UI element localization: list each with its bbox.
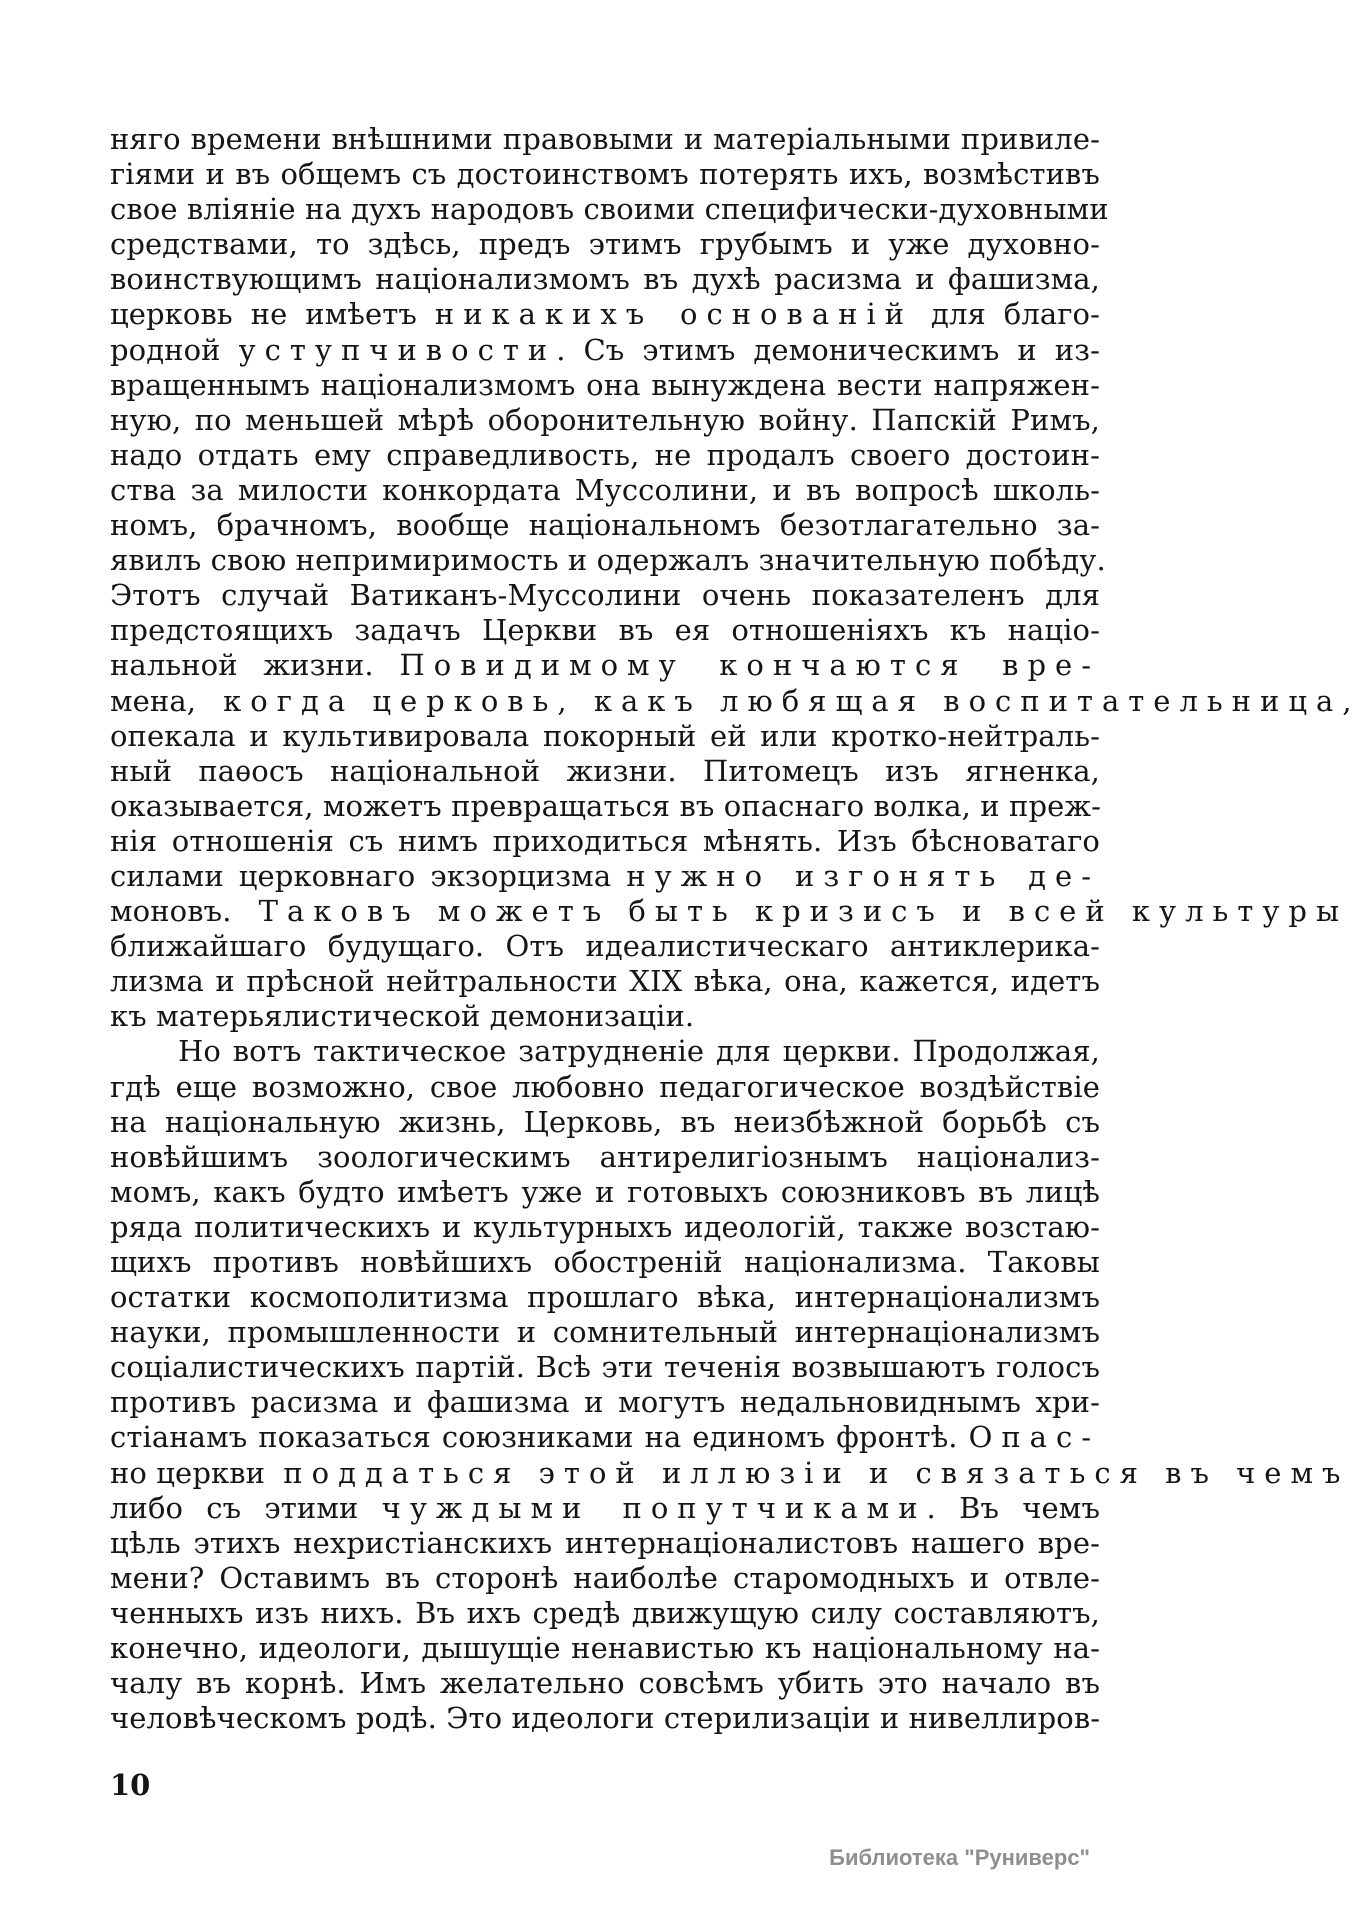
spaced-emphasis: Опас-	[968, 1420, 1100, 1455]
text-line	[110, 1701, 1100, 1736]
text-segment: . Съ этимъ демоническимъ и из-	[556, 332, 1100, 367]
text-line	[110, 613, 1100, 648]
text-line	[110, 543, 1106, 578]
text-segment: момъ, какъ будто имѣетъ уже и готовыхъ союзниковъ въ лицѣ	[110, 1174, 1100, 1209]
text-segment: средствами, то здѣсь, предъ этимъ грубымъ и уже духовно-	[110, 227, 1100, 262]
text-segment: силами церковнаго экзорцизма	[110, 858, 627, 893]
text-line	[110, 1245, 1100, 1280]
text-segment: . Въ чемъ	[926, 1490, 1100, 1525]
text-segment: няго времени внѣшними правовыми и матеріальными привиле-	[110, 122, 1100, 156]
text-segment: цѣль этихъ нехристіанскихъ интернаціоналистовъ нашего вре-	[110, 1525, 1100, 1560]
text-line	[110, 1561, 1100, 1596]
text-line	[110, 1315, 1100, 1350]
page-body	[110, 122, 1361, 1736]
text-segment: на національную жизнь, Церковь, въ неизбѣжной борьбѣ съ	[110, 1104, 1100, 1139]
text-line	[110, 964, 1100, 999]
text-line	[110, 403, 1100, 438]
text-segment: либо съ этими	[110, 1490, 382, 1525]
text-segment: лизма и прѣсной нейтральности XIX вѣка, она, кажется, идетъ	[110, 964, 1100, 999]
text-segment: соціалистическихъ партій. Всѣ эти теченія возвышаютъ голосъ	[110, 1350, 1100, 1385]
text-segment: человѣческомъ родѣ. Это идеологи стерилизаціи и нивеллиров-	[110, 1701, 1101, 1736]
text-line	[110, 1210, 1100, 1245]
text-line	[110, 438, 1100, 473]
text-line	[110, 1491, 1100, 1526]
text-segment: оказывается, можетъ превращаться въ опаснаго волка, и преж-	[110, 788, 1102, 823]
text-segment: Но вотъ тактическое затрудненіе для церкви. Продолжая,	[178, 1034, 1100, 1069]
text-line	[110, 894, 1349, 929]
text-line	[110, 1140, 1100, 1175]
text-segment: щихъ противъ новѣйшихъ обостреній націонализма. Таковы	[110, 1245, 1100, 1279]
text-segment: вращеннымъ націонализмомъ она вынуждена вести напряжен-	[110, 367, 1100, 402]
text-line	[110, 1385, 1100, 1420]
text-line	[110, 1420, 1100, 1455]
text-segment: стіанамъ показаться союзниками на единомъ фронтѣ.	[110, 1420, 969, 1455]
text-line	[110, 368, 1100, 403]
text-segment: церковь не имѣетъ	[110, 297, 435, 332]
library-watermark: Библиотека "Руниверс"	[829, 1845, 1090, 1870]
text-line	[110, 1280, 1100, 1315]
text-line	[110, 157, 1100, 192]
text-line	[110, 719, 1100, 754]
text-line	[110, 262, 1100, 297]
text-segment: новѣйшимъ зоологическимъ антирелигіознымъ націонализ-	[110, 1139, 1100, 1174]
text-segment: мена	[110, 683, 187, 718]
text-segment: Этотъ случай Ватиканъ-Муссолини очень показателенъ для	[110, 578, 1100, 613]
text-line	[110, 929, 1100, 964]
text-segment: нія отношенія съ нимъ приходиться мѣнять. Изъ бѣсноватаго	[110, 823, 1100, 858]
text-segment: ную, по меньшей мѣрѣ оборонительную войну. Папскій Римъ,	[110, 402, 1100, 437]
spaced-emphasis: уступчивости	[238, 332, 557, 367]
text-segment: къ матерьялистической демонизаціи.	[110, 999, 695, 1034]
text-line	[110, 227, 1100, 262]
text-line	[110, 1350, 1100, 1385]
text-line	[110, 1034, 1100, 1069]
text-segment: явилъ свою непримиримость и одержалъ значительную побѣду.	[110, 543, 1106, 578]
text-line	[110, 1631, 1100, 1666]
text-line	[110, 473, 1100, 508]
text-line	[110, 1666, 1100, 1701]
text-segment: моновъ	[110, 894, 223, 929]
text-segment: но церкви	[110, 1455, 266, 1490]
spaced-emphasis: . Таковъ можетъ быть кризисъ и всей культуры	[222, 894, 1349, 929]
text-line	[110, 683, 1361, 719]
text-line	[110, 333, 1100, 368]
text-segment: нальной жизни.	[110, 648, 400, 683]
text-segment: мени? Оставимъ въ сторонѣ наиболѣе старомодныхъ и отвле-	[110, 1560, 1100, 1595]
text-segment: ный паѳосъ національной жизни. Питомецъ изъ ягненка,	[110, 753, 1100, 788]
spaced-emphasis: нужно изгонять де-	[626, 858, 1100, 893]
spaced-emphasis: Повидимому кончаются вре-	[399, 648, 1100, 683]
spaced-emphasis: чуждыми попутчиками	[381, 1490, 927, 1525]
text-line	[110, 297, 1100, 332]
text-line	[110, 1175, 1100, 1210]
text-line	[110, 999, 1100, 1034]
text-segment: ряда политическихъ и культурныхъ идеологій, также возстаю-	[110, 1209, 1100, 1244]
text-line	[110, 1596, 1100, 1631]
text-line	[110, 508, 1100, 543]
text-segment: ближайшаго будущаго. Отъ идеалистическаго антиклерика-	[110, 929, 1100, 964]
text-line	[110, 122, 1100, 157]
text-line	[110, 824, 1100, 859]
text-segment: опекала и культивировала покорный ей или кротко-нейтраль-	[110, 718, 1100, 753]
text-segment: воинствующимъ націонализмомъ въ духѣ расизма и фашизма,	[110, 262, 1100, 297]
text-segment: для благо-	[913, 297, 1100, 332]
spaced-emphasis: поддаться этой иллюзіи и связаться въ чемъ	[265, 1455, 1350, 1490]
text-segment: надо отдать ему справедливость, не продалъ своего достоин-	[110, 437, 1100, 472]
text-line	[110, 192, 1109, 227]
text-line	[110, 578, 1100, 613]
text-segment: чалу въ корнѣ. Имъ желательно совсѣмъ убить это начало въ	[110, 1666, 1100, 1701]
text-segment: родной	[110, 332, 239, 367]
paragraph-1	[110, 122, 1361, 1034]
text-segment: свое вліяніе на духъ народовъ своими специфически-духовными	[110, 192, 1109, 227]
text-line	[110, 648, 1100, 683]
text-line	[110, 1105, 1100, 1140]
paragraph-2	[110, 1034, 1350, 1736]
text-segment: противъ расизма и фашизма и могутъ недальновиднымъ хри-	[110, 1385, 1100, 1420]
text-line	[110, 1455, 1350, 1491]
text-line	[110, 859, 1100, 894]
text-segment: конечно, идеологи, дышущіе ненавистью къ національному на-	[110, 1631, 1100, 1666]
text-line	[110, 1070, 1100, 1105]
text-segment: ченныхъ изъ нихъ. Въ ихъ средѣ движущую силу составляютъ,	[110, 1595, 1100, 1630]
page-number: 10	[110, 1768, 151, 1802]
text-segment: остатки космополитизма прошлаго вѣка, интернаціонализмъ	[110, 1280, 1100, 1315]
text-line	[110, 789, 1100, 824]
spaced-emphasis: , когда церковь, какъ любящая воспитательница,	[186, 683, 1361, 718]
text-line	[110, 754, 1100, 789]
text-segment: предстоящихъ задачъ Церкви въ ея отношеніяхъ къ націо-	[110, 613, 1100, 648]
text-segment: ства за милости конкордата Муссолини, и въ вопросѣ школь-	[110, 472, 1100, 507]
spaced-emphasis: никакихъ основаній	[434, 297, 914, 332]
text-segment: науки, промышленности и сомнительный интернаціонализмъ	[110, 1315, 1100, 1350]
text-segment: гіями и въ общемъ съ достоинствомъ потерять ихъ, возмѣстивъ	[110, 157, 1100, 192]
text-line	[110, 1526, 1100, 1561]
text-segment: гдѣ еще возможно, свое любовно педагогическое воздѣйствіе	[110, 1069, 1100, 1104]
text-segment: номъ, брачномъ, вообще національномъ безотлагательно за-	[110, 508, 1100, 543]
